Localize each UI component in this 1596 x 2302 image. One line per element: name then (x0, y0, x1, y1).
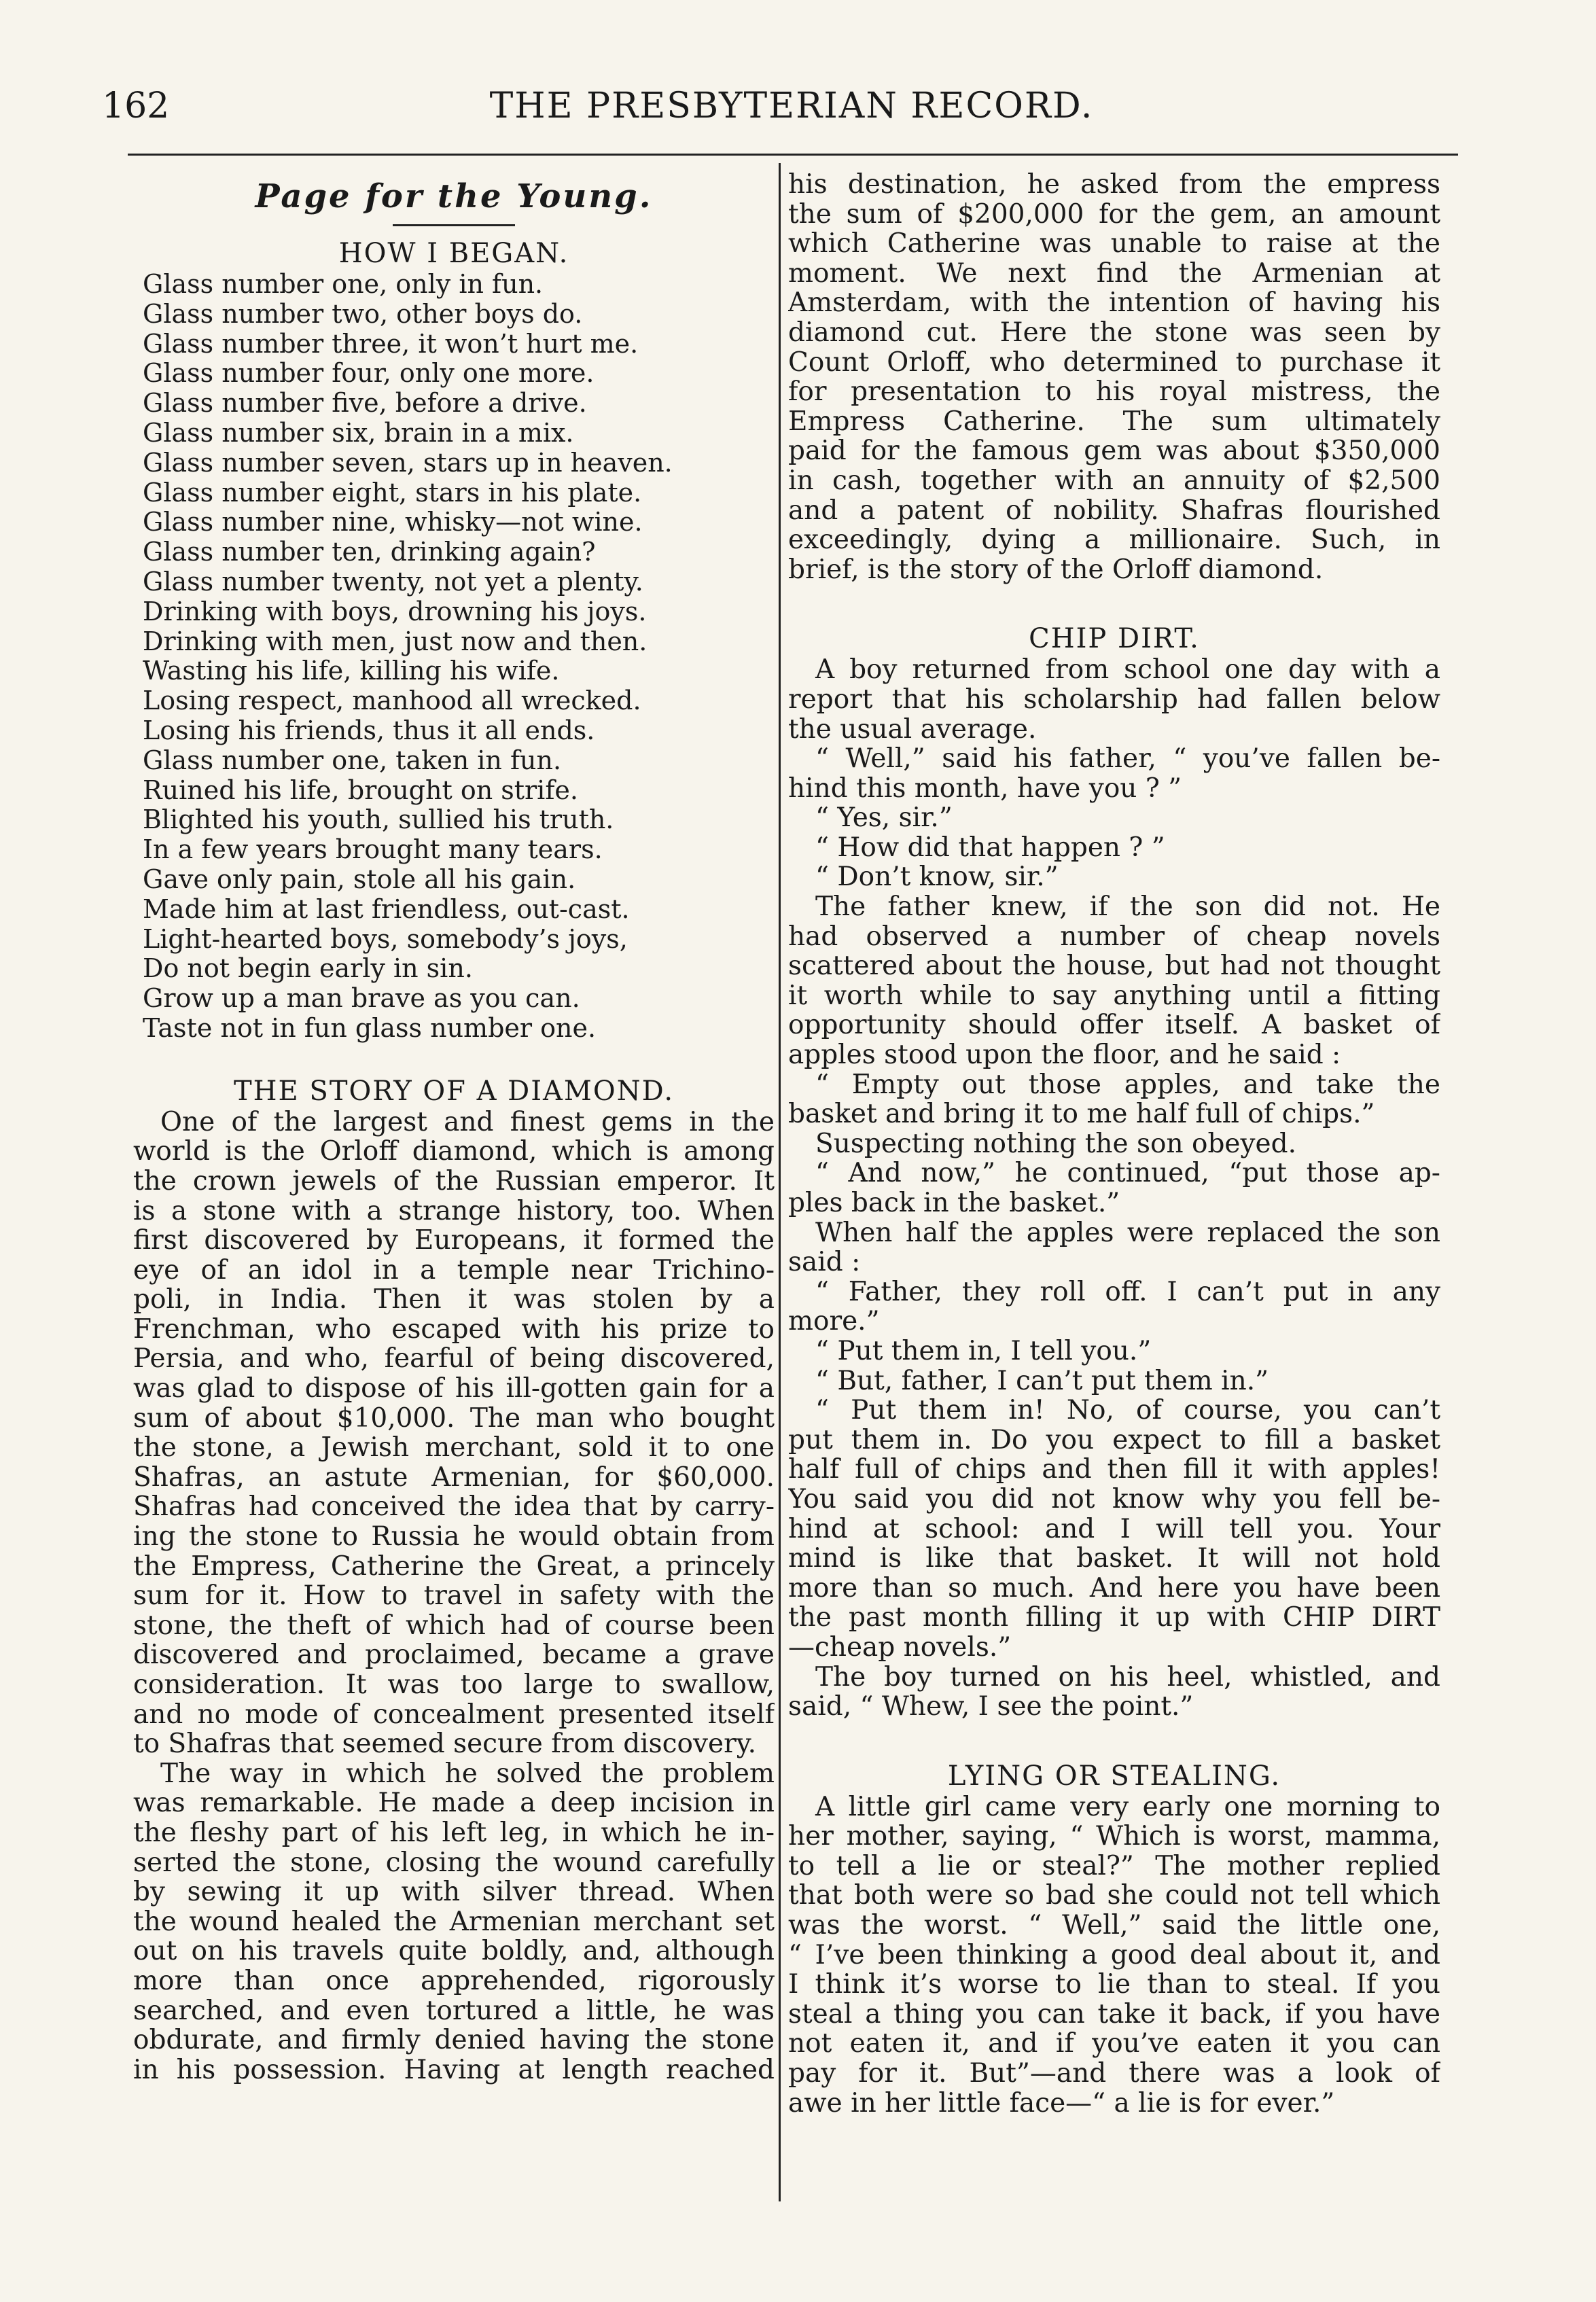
right-column (788, 170, 1440, 2118)
text-line: apples stood upon the floor, and he said : (788, 1040, 1341, 1070)
text-line: and no mode of concealment presented itself (133, 1699, 775, 1730)
text-line: was the worst. “ Well,” said the little one, (788, 1911, 1440, 1941)
text-line: was remarkable. He made a deep incision in (133, 1788, 775, 1818)
text-line: The way in which he solved the problem (160, 1758, 775, 1789)
text-line: eye of an idol in a temple near Trichino- (133, 1255, 775, 1286)
text-line: more.” (788, 1307, 880, 1336)
chip-dirt-title: CHIP DIRT. (1029, 623, 1200, 655)
left-column (133, 170, 775, 2085)
poem-line: Blighted his youth, sullied his truth. (143, 805, 614, 835)
poem-line: Glass number ten, drinking again? (143, 537, 596, 567)
poem-line: Glass number four, only one more. (143, 359, 595, 389)
text-line: searched, and even tortured a little, he was (133, 1996, 775, 2026)
text-line: diamond cut. Here the stone was seen by (788, 317, 1440, 348)
poem-line: Made him at last friendless, out-cast. (143, 894, 630, 924)
text-line: to tell a lie or steal?” The mother replied (788, 1851, 1440, 1881)
diamond-story-title: THE STORY OF A DIAMOND. (233, 1075, 675, 1107)
poem-line: Taste not in fun glass number one. (143, 1013, 597, 1043)
text-line: awe in her little face—“ a lie is for ever.” (788, 2088, 1335, 2119)
text-line: mind is like that basket. It will not hold (788, 1544, 1440, 1574)
text-line: his destination, he asked from the empress (788, 170, 1440, 200)
text-line: One of the largest and finest gems in the (160, 1107, 775, 1137)
poem-line: Glass number seven, stars up in heaven. (143, 448, 673, 478)
section-gap (133, 1044, 775, 1075)
text-line: brief, is the story of the Orloff diamond. (788, 554, 1324, 585)
text-line: consideration. It was too large to swallow, (133, 1670, 775, 1700)
text-line: ples back in the basket.” (788, 1188, 1120, 1218)
text-line: pay for it. But”—and there was a look of (788, 2059, 1440, 2089)
text-line: report that his scholarship had fallen below (788, 684, 1440, 715)
poem (133, 270, 775, 1044)
text-line: Shafras, an astute Armenian, for $60,000. (133, 1462, 775, 1493)
text-line: Frenchman, who escaped with his prize to (133, 1314, 775, 1345)
text-line: Shafras had conceived the idea that by carry- (133, 1492, 775, 1523)
text-line: by sewing it up with silver thread. When (133, 1877, 775, 1907)
section-gap (788, 1722, 1440, 1760)
text-line: her mother, saying, “ Which is worst, mamma, (788, 1822, 1440, 1852)
text-line: paid for the famous gem was about $350,000 (788, 436, 1440, 466)
text-line: more than so much. And here you have been (788, 1573, 1440, 1604)
poem-line: Glass number twenty, not yet a plenty. (143, 567, 643, 597)
text-line: I think it’s worse to lie than to steal. If you (788, 1970, 1440, 2000)
poem-title: HOW I BEGAN. (338, 238, 569, 269)
poem-line: Losing respect, manhood all wrecked. (143, 686, 641, 716)
page-number: 162 (102, 86, 170, 126)
text-line: half full of chips and then fill it with apples! (788, 1455, 1440, 1485)
text-line: is a stone with a strange history, too. When (133, 1196, 775, 1226)
text-line: steal a thing you can take it back, if you have (788, 1999, 1440, 2030)
text-line: in cash, together with an annuity of $2,500 (788, 465, 1440, 496)
diamond-story-continued (788, 170, 1440, 584)
text-line: Empress Catherine. The sum ultimately (788, 406, 1440, 437)
poem-line: Grow up a man brave as you can. (143, 984, 580, 1014)
text-line: the past month filling it up with CHIP DIRT (788, 1603, 1440, 1633)
poem-line: Do not begin early in sin. (143, 954, 473, 984)
text-line: Suspecting nothing the son obeyed. (815, 1129, 1296, 1159)
text-line: poli, in India. Then it was stolen by a (133, 1285, 775, 1315)
text-line: not eaten it, and if you’ve eaten it you can (788, 2029, 1440, 2059)
text-line: obdurate, and firmly denied having the stone (133, 2025, 775, 2055)
lying-stealing-text (788, 1792, 1440, 2119)
text-line: for presentation to his royal mistress, the (788, 377, 1440, 407)
text-line: and a patent of nobility. Shafras flourished (788, 495, 1440, 526)
text-line: said : (788, 1247, 861, 1277)
text-line: it worth while to say anything until a fitting (788, 980, 1440, 1011)
text-line: “ Put them in, I tell you.” (815, 1336, 1152, 1366)
poem-line: Drinking with boys, drowning his joys. (143, 597, 647, 626)
text-line: A boy returned from school one day with a (815, 655, 1440, 685)
text-line: Amsterdam, with the intention of having his (788, 288, 1440, 318)
text-line: discovered and proclaimed, became a grave (133, 1640, 775, 1670)
text-line: “ Well,” said his father, “ you’ve fallen be- (815, 744, 1440, 774)
text-line: the usual average. (788, 714, 1037, 745)
text-line: —cheap novels.” (788, 1632, 1012, 1663)
poem-line: Glass number five, before a drive. (143, 389, 587, 419)
text-line: that both were so bad she could not tell which (788, 1881, 1440, 1911)
poem-line: Glass number one, only in fun. (143, 270, 544, 299)
text-line: “ Put them in! No, of course, you can’t (815, 1396, 1440, 1426)
text-line: The boy turned on his heel, whistled, and (815, 1662, 1440, 1693)
poem-line: Ruined his life, brought on strife. (143, 775, 578, 805)
text-line: “ Father, they roll off. I can’t put in any (815, 1277, 1440, 1307)
text-line: sum for it. How to travel in safety with the (133, 1581, 775, 1611)
text-line: You said you did not know why you fell be- (788, 1484, 1440, 1515)
diamond-story-text (133, 1108, 775, 2085)
text-line: Count Orloff, who determined to purchase it (788, 347, 1440, 378)
text-line: the wound healed the Armenian merchant set (133, 1907, 775, 1937)
poem-line: Glass number one, taken in fun. (143, 745, 562, 775)
poem-line: Wasting his life, killing his wife. (143, 656, 560, 686)
poem-line: Losing his friends, thus it all ends. (143, 715, 595, 745)
poem-line: Glass number three, it won’t hurt me. (143, 329, 639, 359)
text-line: the stone, a Jewish merchant, sold it to one (133, 1433, 775, 1463)
column-divider (779, 163, 781, 2201)
text-line: out on his travels quite boldly, and, although (133, 1936, 775, 1966)
text-line: “ I’ve been thinking a good deal about it, and (788, 1940, 1440, 1970)
text-line: “ Empty out those apples, and take the (815, 1069, 1440, 1100)
header-rule (128, 154, 1458, 156)
poem-line: Glass number nine, whisky—not wine. (143, 508, 643, 537)
text-line: moment. We next find the Armenian at (788, 258, 1440, 289)
text-line: was glad to dispose of his ill-gotten gain for a (133, 1374, 775, 1404)
text-line: The father knew, if the son did not. He (815, 892, 1440, 922)
text-line: put them in. Do you expect to fill a basket (788, 1425, 1440, 1455)
text-line: exceedingly, dying a millionaire. Such, in (788, 525, 1440, 555)
lying-stealing-title: LYING OR STEALING. (947, 1760, 1281, 1792)
text-line: more than once apprehended, rigorously (133, 1966, 775, 1996)
text-line: the crown jewels of the Russian emperor. It (133, 1166, 775, 1197)
text-line: scattered about the house, but had not thought (788, 951, 1440, 981)
text-line: in his possession. Having at length reached (133, 2055, 775, 2085)
text-line: “ And now,” he continued, “put those ap- (815, 1158, 1440, 1188)
poem-line: Glass number two, other boys do. (143, 299, 583, 329)
journal-title: THE PRESBYTERIAN RECORD. (489, 86, 1094, 126)
text-line: serted the stone, closing the wound carefully (133, 1847, 775, 1878)
title-rule (393, 224, 515, 226)
text-line: to Shafras that seemed secure from discovery. (133, 1729, 756, 1759)
text-line: the Empress, Catherine the Great, a princely (133, 1551, 775, 1582)
text-line: ing the stone to Russia he would obtain from (133, 1522, 775, 1552)
text-line: hind at school: and I will tell you. Your (788, 1514, 1440, 1544)
poem-line: In a few years brought many tears. (143, 835, 603, 865)
text-line: said, “ Whew, I see the point.” (788, 1692, 1194, 1722)
text-line: “ Yes, sir.” (815, 803, 953, 833)
poem-line: Glass number six, brain in a mix. (143, 418, 574, 448)
text-line: “ How did that happen ? ” (815, 832, 1165, 863)
text-line: “ Don’t know, sir.” (815, 862, 1059, 893)
text-line: had observed a number of cheap novels (788, 921, 1440, 952)
text-line: which Catherine was unable to raise at the (788, 229, 1440, 259)
text-line: Persia, and who, fearful of being discovered, (133, 1344, 775, 1375)
text-line: the sum of $200,000 for the gem, an amount (788, 199, 1440, 230)
poem-line: Light-hearted boys, somebody’s joys, (143, 924, 628, 954)
poem-line: Gave only pain, stole all his gain. (143, 864, 576, 894)
text-line: opportunity should offer itself. A basket of (788, 1010, 1440, 1041)
section-title: Page for the Young. (255, 177, 653, 215)
text-line: world is the Orloff diamond, which is among (133, 1137, 775, 1167)
text-line: “ But, father, I can’t put them in.” (815, 1366, 1269, 1396)
page-header (102, 86, 1481, 148)
chip-dirt-text (788, 655, 1440, 1721)
section-gap (788, 584, 1440, 622)
text-line: sum of about $10,000. The man who bought (133, 1403, 775, 1434)
poem-line: Drinking with men, just now and then. (143, 626, 648, 656)
text-line: hind this month, have you ? ” (788, 773, 1182, 804)
text-line: basket and bring it to me half full of chips.” (788, 1099, 1375, 1129)
text-line: A little girl came very early one morning to (815, 1792, 1440, 1822)
text-line: first discovered by Europeans, it formed the (133, 1226, 775, 1256)
text-line: When half the apples were replaced the son (815, 1218, 1440, 1248)
text-line: stone, the theft of which had of course been (133, 1610, 775, 1641)
text-line: the fleshy part of his left leg, in which he in- (133, 1818, 775, 1848)
poem-line: Glass number eight, stars in his plate. (143, 478, 642, 508)
